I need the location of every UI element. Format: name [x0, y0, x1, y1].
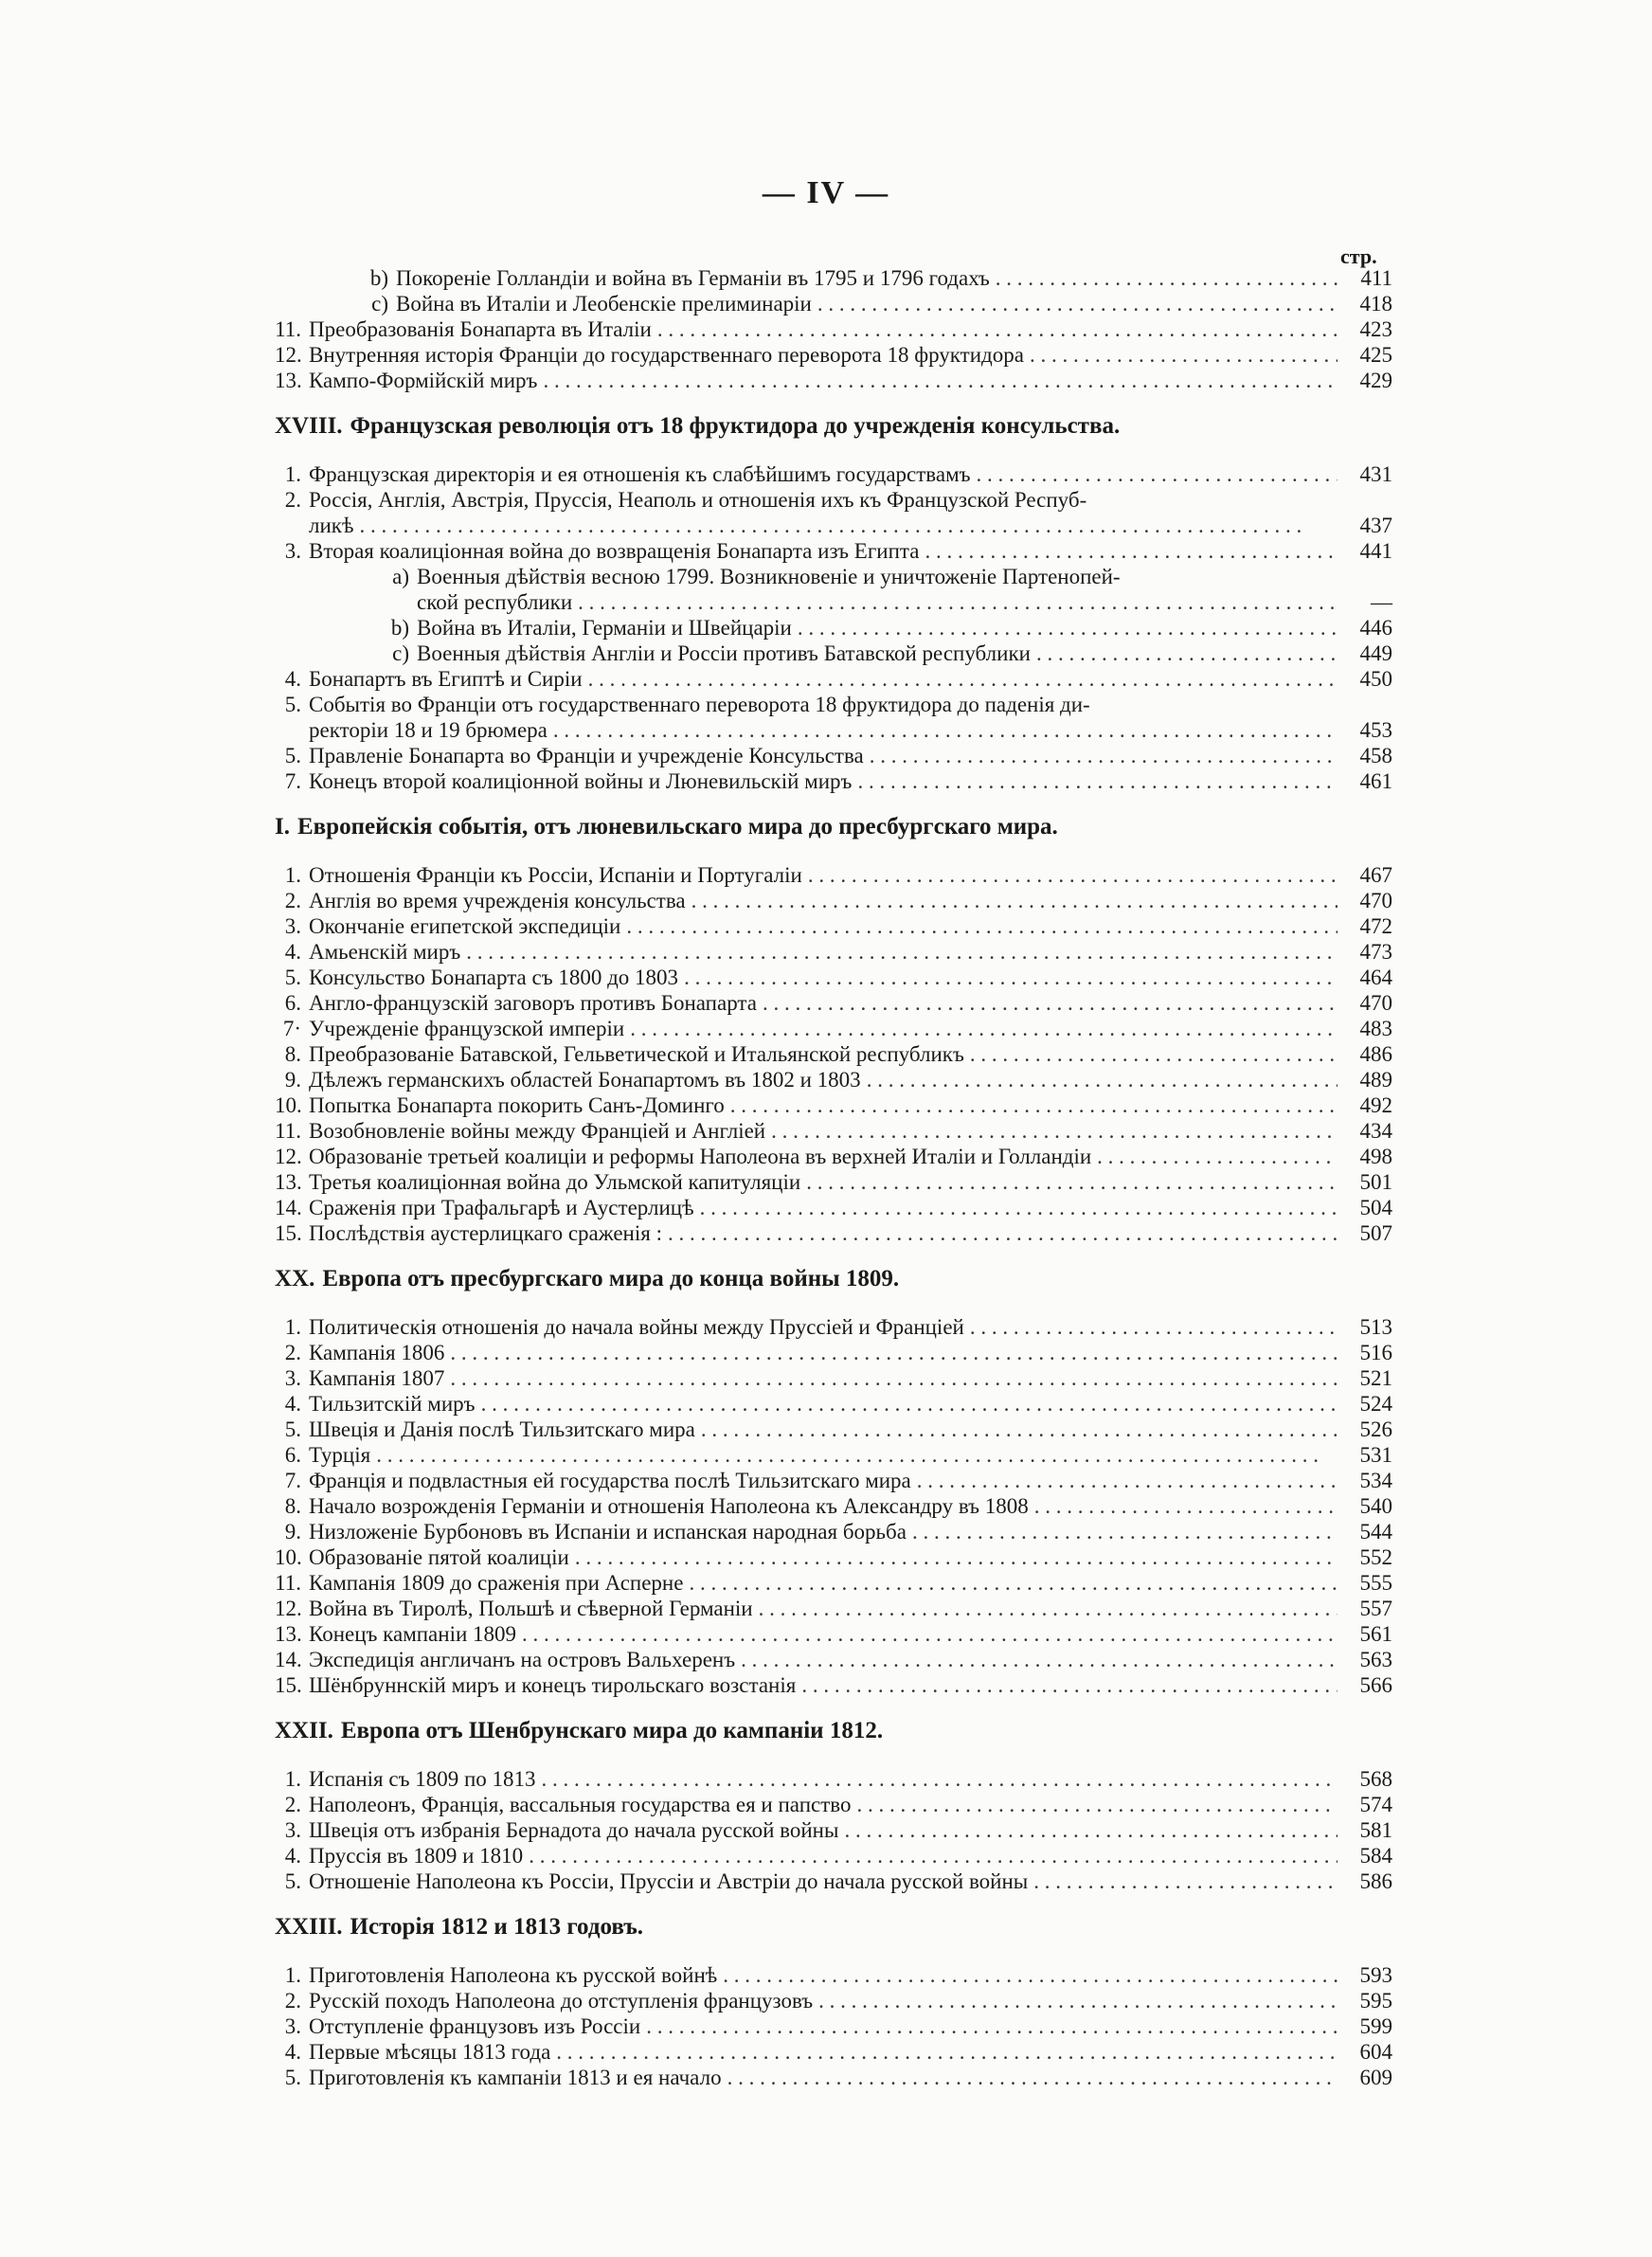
- toc-entry: [275, 265, 1392, 291]
- dot-leader: [1097, 1144, 1338, 1169]
- entry-page: 504: [1359, 1196, 1392, 1219]
- entry-page: 584: [1359, 1844, 1392, 1868]
- entry-page: 599: [1359, 2014, 1392, 2038]
- dot-leader: [542, 1766, 1338, 1792]
- toc-entry: [275, 1519, 1392, 1544]
- entry-page: 470: [1359, 889, 1392, 912]
- entry-title: Кампанія 1806: [309, 1341, 445, 1364]
- dot-leader: [691, 888, 1338, 913]
- section-heading: [275, 1717, 1392, 1745]
- toc-entry: [275, 2013, 1392, 2039]
- entry-page: 450: [1359, 667, 1392, 691]
- entry-title: Конецъ второй коалиціонной войны и Люневильскій миръ: [309, 769, 853, 793]
- entry-number: 1.: [284, 1315, 301, 1339]
- entry-page: 581: [1359, 1818, 1392, 1842]
- section-roman: XXIII.: [275, 1914, 343, 1940]
- toc-entry: [275, 538, 1392, 564]
- entry-title: Отступленіе французовъ изъ Россіи: [309, 2014, 641, 2038]
- entry-title: Правленіе Бонапарта во Франціи и учрежденіе Консульства: [309, 744, 864, 767]
- toc-entry: [275, 461, 1392, 487]
- toc-entry: [275, 1869, 1392, 1894]
- entry-number: 15.: [275, 1673, 302, 1697]
- entry-title: Третья коалиціонная война до Ульмской капитуляціи: [309, 1170, 801, 1194]
- dot-leader: [359, 513, 1338, 538]
- entry-page: 434: [1359, 1119, 1392, 1143]
- dot-leader: [808, 862, 1338, 888]
- toc-entry: [275, 1365, 1392, 1391]
- dot-leader: [543, 368, 1338, 393]
- entry-page: 446: [1359, 616, 1392, 640]
- entry-number: 2.: [284, 1793, 301, 1816]
- dot-leader: [806, 1169, 1338, 1195]
- toc-entry: [275, 1962, 1392, 1988]
- dot-leader: [450, 1340, 1338, 1365]
- toc-entry: [275, 1672, 1392, 1698]
- dot-leader: [912, 1519, 1338, 1544]
- entry-page: 418: [1359, 292, 1392, 316]
- entry-title: Внутренняя исторія Франціи до государственнаго переворота 18 фруктидора: [309, 343, 1024, 367]
- entry-title: Образованіе третьей коалиціи и реформы Наполеона въ верхней Италіи и Голландіи: [309, 1145, 1092, 1168]
- toc-entry: [275, 1843, 1392, 1869]
- toc-entry: [275, 1817, 1392, 1843]
- toc-entry: [275, 615, 1392, 641]
- toc-entry: [275, 743, 1392, 768]
- entry-title: Шёнбруннскій миръ и конецъ тирольскаго возстанія: [309, 1673, 797, 1697]
- entry-page: 604: [1359, 2040, 1392, 2064]
- entry-title: Англія во время учрежденія консульства: [309, 889, 686, 912]
- toc-entry: [275, 1314, 1392, 1340]
- entry-page: 498: [1359, 1145, 1392, 1168]
- dot-leader: [668, 1220, 1338, 1246]
- toc-entry: [275, 888, 1392, 913]
- dot-leader: [763, 990, 1338, 1016]
- toc-entry: [275, 641, 1392, 666]
- section-title: Французская революція отъ 18 фруктидора до учрежденія консульства.: [350, 413, 1121, 439]
- toc-entry: [275, 1468, 1392, 1493]
- dot-leader: [1033, 1869, 1338, 1894]
- entry-title: Послѣдствія аустерлицкаго сраженія :: [309, 1221, 662, 1245]
- entry-number: 2.: [284, 1989, 301, 2013]
- toc-entry: [275, 1340, 1392, 1365]
- dot-leader: [970, 1041, 1338, 1067]
- dot-leader: [684, 965, 1338, 990]
- entry-title: Кампо-Формійскій миръ: [309, 369, 538, 392]
- entry-number: 5.: [284, 966, 301, 989]
- entry-page: 453: [1359, 718, 1392, 742]
- entry-page: 574: [1359, 1793, 1392, 1816]
- page-header: — IV —: [762, 175, 890, 210]
- entry-page: 489: [1359, 1068, 1392, 1092]
- entry-page: 411: [1360, 266, 1392, 290]
- section-heading: [275, 412, 1392, 441]
- toc-entry-continuation: [275, 513, 1392, 538]
- entry-title: Военныя дѣйствія Англіи и Россіи противъ Батавской республики: [417, 641, 1031, 665]
- entry-number: 8.: [284, 1042, 301, 1066]
- entry-page: 531: [1359, 1443, 1392, 1467]
- entry-page: 501: [1359, 1170, 1392, 1194]
- dot-leader: [529, 1843, 1338, 1869]
- entry-title: Пруссія въ 1809 и 1810: [309, 1844, 524, 1868]
- entry-title: Политическія отношенія до начала войны между Пруссіей и Франціей: [309, 1315, 964, 1339]
- entry-number: 9.: [284, 1520, 301, 1544]
- entry-number: 2.: [284, 1341, 301, 1364]
- entry-page: 593: [1359, 1963, 1392, 1987]
- dot-leader: [844, 1817, 1338, 1843]
- entry-page: 470: [1359, 991, 1392, 1015]
- entry-page: 458: [1359, 744, 1392, 767]
- entry-title: Приготовленія Наполеона къ русской войнѣ: [309, 1963, 718, 1987]
- toc-entry: [275, 368, 1392, 393]
- table-of-contents: [275, 265, 1392, 2090]
- section-title: Европа отъ пресбургскаго мира до конца войны 1809.: [322, 1266, 900, 1291]
- entry-title-continuation: ликѣ: [309, 514, 354, 537]
- toc-entry: [275, 666, 1392, 692]
- entry-number: 12.: [275, 1145, 302, 1168]
- toc-entry: [275, 316, 1392, 342]
- entry-title: Сраженія при Трафальгарѣ и Аустерлицѣ: [309, 1196, 694, 1219]
- entry-title: Кампанія 1807: [309, 1366, 445, 1390]
- dot-leader: [723, 1962, 1338, 1988]
- entry-page: 461: [1359, 769, 1392, 793]
- entry-title: Преобразованіе Батавской, Гельветической и Итальянской республикъ: [309, 1042, 964, 1066]
- toc-entry: [275, 1067, 1392, 1092]
- entry-title: Война въ Италіи и Леобенскіе прелиминаріи: [396, 292, 812, 316]
- entry-page: —: [1371, 590, 1392, 614]
- entry-title: Приготовленія къ кампаніи 1813 и ея начало: [309, 2066, 722, 2089]
- toc-entry: [275, 1766, 1392, 1792]
- entry-title: Образованіе пятой коалиціи: [309, 1545, 569, 1569]
- entry-number: b): [390, 616, 409, 640]
- section-title: Европа отъ Шенбрунскаго мира до кампаніи 1812.: [340, 1718, 884, 1743]
- toc-entry: [275, 1493, 1392, 1519]
- dot-leader: [741, 1647, 1338, 1672]
- dot-leader: [727, 2065, 1338, 2090]
- entry-page: 521: [1359, 1366, 1392, 1390]
- entry-number: 4.: [284, 667, 301, 691]
- toc-entry: [275, 1144, 1392, 1169]
- entry-page: 552: [1359, 1545, 1392, 1569]
- entry-page: 425: [1359, 343, 1392, 367]
- toc-entry: [275, 1195, 1392, 1220]
- entry-number: 2.: [284, 889, 301, 912]
- entry-title: Тильзитскій миръ: [309, 1392, 476, 1416]
- dot-leader: [970, 1314, 1338, 1340]
- entry-number: 5.: [284, 693, 301, 716]
- entry-title: Учрежденіе французской имперіи: [309, 1017, 625, 1040]
- entry-title: Экспедиція англичанъ на островъ Вальхеренъ: [309, 1648, 736, 1671]
- toc-entry: [275, 1442, 1392, 1468]
- entry-number: 8.: [284, 1494, 301, 1518]
- entry-page: 486: [1359, 1042, 1392, 1066]
- toc-entry: [275, 1118, 1392, 1144]
- entry-title: Низложеніе Бурбоновъ въ Испаніи и испанская народная борьба: [309, 1520, 907, 1544]
- section-roman: I.: [275, 814, 290, 840]
- entry-page: 464: [1359, 966, 1392, 989]
- dot-leader: [466, 939, 1338, 965]
- entry-page: 555: [1359, 1571, 1392, 1595]
- entry-number: 3.: [284, 914, 301, 938]
- toc-entry: [275, 1169, 1392, 1195]
- entry-number: 14.: [275, 1648, 302, 1671]
- entry-title: Кампанія 1809 до сраженія при Асперне: [309, 1571, 684, 1595]
- dot-leader: [925, 538, 1338, 564]
- entry-title: Окончаніе египетской экспедиціи: [309, 914, 621, 938]
- entry-title: Возобновленіе войны между Франціей и Англіей: [309, 1119, 766, 1143]
- entry-page: 534: [1359, 1469, 1392, 1492]
- toc-entry-continuation: [275, 589, 1392, 615]
- dot-leader: [817, 291, 1338, 316]
- entry-title: Швеція и Данія послѣ Тильзитскаго мира: [309, 1417, 695, 1441]
- entry-title: Попытка Бонапарта покорить Санъ-Доминго: [309, 1093, 725, 1117]
- entry-number: b): [369, 266, 388, 290]
- entry-number: 4.: [284, 1392, 301, 1416]
- toc-entry: [275, 1391, 1392, 1417]
- dot-leader: [588, 666, 1338, 692]
- dot-leader: [917, 1468, 1338, 1493]
- entry-title: Испанія съ 1809 по 1813: [309, 1767, 536, 1791]
- toc-entry: [275, 1621, 1392, 1647]
- dot-leader: [626, 913, 1338, 939]
- section-roman: XVIII.: [275, 413, 343, 439]
- entry-number: 1.: [284, 1963, 301, 1987]
- toc-entry: [275, 1544, 1392, 1570]
- entry-number: c): [371, 292, 388, 316]
- entry-title: Конецъ кампаніи 1809: [309, 1622, 517, 1646]
- entry-page: 467: [1359, 863, 1392, 887]
- entry-title-continuation: ректоріи 18 и 19 брюмера: [309, 718, 548, 742]
- entry-page: 492: [1359, 1093, 1392, 1117]
- entry-title: Первые мѣсяцы 1813 года: [309, 2040, 551, 2064]
- entry-number: 4.: [284, 1844, 301, 1868]
- entry-title: Преобразованія Бонапарта въ Италіи: [309, 317, 652, 341]
- dot-leader: [857, 768, 1338, 794]
- entry-number: 3.: [284, 539, 301, 563]
- entry-title: Наполеонъ, Франція, вассальныя государства ея и папство: [309, 1793, 852, 1816]
- entry-number: 1.: [284, 1767, 301, 1791]
- toc-entry: [275, 768, 1392, 794]
- entry-page: 609: [1359, 2066, 1392, 2089]
- entry-title: Амьенскій миръ: [309, 940, 461, 964]
- entry-page: 561: [1359, 1622, 1392, 1646]
- entry-page: 557: [1359, 1597, 1392, 1620]
- dot-leader: [700, 1195, 1338, 1220]
- entry-page: 568: [1359, 1767, 1392, 1791]
- dot-leader: [553, 717, 1338, 743]
- entry-page: 586: [1359, 1869, 1392, 1893]
- dot-leader: [771, 1118, 1338, 1144]
- section-title: Исторія 1812 и 1813 годовъ.: [350, 1914, 644, 1940]
- entry-title: Франція и подвластныя ей государства послѣ Тильзитскаго мира: [309, 1469, 911, 1492]
- entry-title: Война въ Тиролѣ, Польшѣ и сѣверной Германіи: [309, 1597, 753, 1620]
- entry-number: 5.: [284, 744, 301, 767]
- entry-title: Дѣлежъ германскихъ областей Бонапартомъ въ 1802 и 1803: [309, 1068, 861, 1092]
- entry-number: 13.: [275, 369, 302, 392]
- entry-title: Отношеніе Наполеона къ Россіи, Пруссіи и Австріи до начала русской войны: [309, 1869, 1029, 1893]
- dot-leader: [759, 1596, 1338, 1621]
- entry-page: 524: [1359, 1392, 1392, 1416]
- entry-number: 4.: [284, 940, 301, 964]
- dot-leader: [578, 589, 1338, 615]
- dot-leader: [556, 2039, 1338, 2065]
- entry-number: 11.: [275, 1119, 301, 1143]
- entry-title-continuation: ской республики: [417, 590, 573, 614]
- entry-number: 12.: [275, 343, 302, 367]
- entry-page: 563: [1359, 1648, 1392, 1671]
- toc-entry: [275, 1417, 1392, 1442]
- dot-leader: [689, 1570, 1338, 1596]
- section-roman: XXII.: [275, 1718, 333, 1743]
- dot-leader: [996, 265, 1338, 291]
- entry-page: 437: [1359, 514, 1392, 537]
- section-title: Европейскія событія, отъ люневильскаго мира до пресбургскаго мира.: [296, 814, 1058, 840]
- entry-number: 13.: [275, 1622, 302, 1646]
- entry-number: 11.: [275, 317, 301, 341]
- entry-title: Покореніе Голландіи и война въ Германіи въ 1795 и 1796 годахъ: [396, 266, 990, 290]
- entry-page: 526: [1359, 1417, 1392, 1441]
- entry-title: Вторая коалиціонная война до возвращенія Бонапарта изъ Египта: [309, 539, 920, 563]
- entry-title: Консульство Бонапарта съ 1800 до 1803: [309, 966, 679, 989]
- toc-entry: [275, 1092, 1392, 1118]
- entry-number: 5.: [284, 1417, 301, 1441]
- entry-number: 3.: [284, 1366, 301, 1390]
- toc-entry: [275, 1647, 1392, 1672]
- dot-leader: [701, 1417, 1338, 1442]
- section-roman: XX.: [275, 1266, 315, 1291]
- entry-page: 513: [1359, 1315, 1392, 1339]
- entry-page: 473: [1359, 940, 1392, 964]
- toc-entry: [275, 939, 1392, 965]
- toc-entry: [275, 913, 1392, 939]
- dot-leader: [798, 615, 1338, 641]
- entry-page: 423: [1359, 317, 1392, 341]
- entry-number: 6.: [284, 1443, 301, 1467]
- entry-title: Война въ Италіи, Германіи и Швейцаріи: [417, 616, 792, 640]
- entry-number: c): [392, 641, 409, 665]
- toc-entry: [275, 2039, 1392, 2065]
- entry-number: 6.: [284, 991, 301, 1015]
- entry-title: Событія во Франціи отъ государственнаго переворота 18 фруктидора до паденія ди-: [309, 693, 1090, 716]
- dot-leader: [1036, 641, 1338, 666]
- entry-page: 507: [1359, 1221, 1392, 1245]
- toc-entry: [275, 2065, 1392, 2090]
- toc-entry: [275, 1220, 1392, 1246]
- entry-page: 441: [1359, 539, 1392, 563]
- entry-page: 595: [1359, 1989, 1392, 2013]
- toc-entry: [275, 1988, 1392, 2013]
- section-heading: [275, 1265, 1392, 1293]
- entry-number: 5.: [284, 1869, 301, 1893]
- entry-number: 12.: [275, 1597, 302, 1620]
- toc-entry: [275, 862, 1392, 888]
- dot-leader: [1034, 1493, 1338, 1519]
- entry-title: Военныя дѣйствія весною 1799. Возникновеніе и уничтоженіе Партенопей-: [417, 565, 1121, 588]
- entry-number: 14.: [275, 1196, 302, 1219]
- entry-number: 13.: [275, 1170, 302, 1194]
- toc-entry: [275, 965, 1392, 990]
- entry-number: 1.: [284, 863, 301, 887]
- entry-number: 9.: [284, 1068, 301, 1092]
- toc-entry: [275, 1596, 1392, 1621]
- section-heading: [275, 1913, 1392, 1941]
- entry-number: 5.: [284, 2066, 301, 2089]
- entry-title: Англо-французскій заговоръ противъ Бонапарта: [309, 991, 757, 1015]
- toc-entry: [275, 564, 1392, 589]
- dot-leader: [481, 1391, 1338, 1417]
- dot-leader: [450, 1365, 1338, 1391]
- entry-page: 449: [1359, 641, 1392, 665]
- entry-page: 566: [1359, 1673, 1392, 1697]
- entry-number: 7.: [284, 769, 301, 793]
- toc-entry: [275, 487, 1392, 513]
- dot-leader: [730, 1092, 1338, 1118]
- toc-entry: [275, 291, 1392, 316]
- section-heading: [275, 813, 1392, 841]
- toc-entry: [275, 1041, 1392, 1067]
- entry-title: Бонапартъ въ Египтѣ и Сиріи: [309, 667, 583, 691]
- dot-leader: [801, 1672, 1338, 1698]
- toc-entry: [275, 990, 1392, 1016]
- entry-number: 15.: [275, 1221, 302, 1245]
- dot-leader: [1030, 342, 1338, 368]
- entry-title: Отношенія Франціи къ Россіи, Испаніи и Португаліи: [309, 863, 802, 887]
- toc-entry: [275, 1016, 1392, 1041]
- dot-leader: [522, 1621, 1338, 1647]
- entry-page: 429: [1359, 369, 1392, 392]
- toc-entry: [275, 1570, 1392, 1596]
- dot-leader: [870, 743, 1338, 768]
- entry-title: Французская директорія и ея отношенія къ слабѣйшимъ государствамъ: [309, 462, 971, 486]
- entry-page: 472: [1359, 914, 1392, 938]
- dot-leader: [646, 2013, 1338, 2039]
- entry-title: Швеція отъ избранія Бернадота до начала русской войны: [309, 1818, 839, 1842]
- entry-page: 516: [1359, 1341, 1392, 1364]
- toc-entry-continuation: [275, 717, 1392, 743]
- toc-entry: [275, 342, 1392, 368]
- entry-number: 7.: [284, 1469, 301, 1492]
- entry-number: a): [392, 565, 409, 588]
- entry-number: 4.: [284, 2040, 301, 2064]
- entry-title: Начало возрожденія Германіи и отношенія Наполеона къ Александру въ 1808: [309, 1494, 1029, 1518]
- dot-leader: [630, 1016, 1338, 1041]
- dot-leader: [867, 1067, 1338, 1092]
- toc-entry: [275, 1792, 1392, 1817]
- entry-number: 11.: [275, 1571, 301, 1595]
- entry-page: 431: [1359, 462, 1392, 486]
- entry-number: 3.: [284, 2014, 301, 2038]
- dot-leader: [575, 1544, 1338, 1570]
- dot-leader: [856, 1792, 1338, 1817]
- entry-title: Русскій походъ Наполеона до отступленія французовъ: [309, 1989, 814, 2013]
- dot-leader: [376, 1442, 1338, 1468]
- entry-title: Турція: [309, 1443, 371, 1467]
- entry-number: 10.: [275, 1093, 302, 1117]
- entry-number: 1.: [284, 462, 301, 486]
- page-column-label: стр.: [1340, 244, 1377, 268]
- entry-title: Россія, Англія, Австрія, Пруссія, Неаполь и отношенія ихъ къ Французской Респуб-: [309, 488, 1087, 512]
- entry-number: 10.: [275, 1545, 302, 1569]
- dot-leader: [657, 316, 1338, 342]
- dot-leader: [818, 1988, 1338, 2013]
- entry-page: 483: [1359, 1017, 1392, 1040]
- entry-page: 544: [1359, 1520, 1392, 1544]
- entry-page: 540: [1359, 1494, 1392, 1518]
- entry-number: 2.: [284, 488, 301, 512]
- entry-number: 3.: [284, 1818, 301, 1842]
- entry-number: 7·: [282, 1017, 301, 1040]
- toc-entry: [275, 692, 1392, 717]
- dot-leader: [977, 461, 1338, 487]
